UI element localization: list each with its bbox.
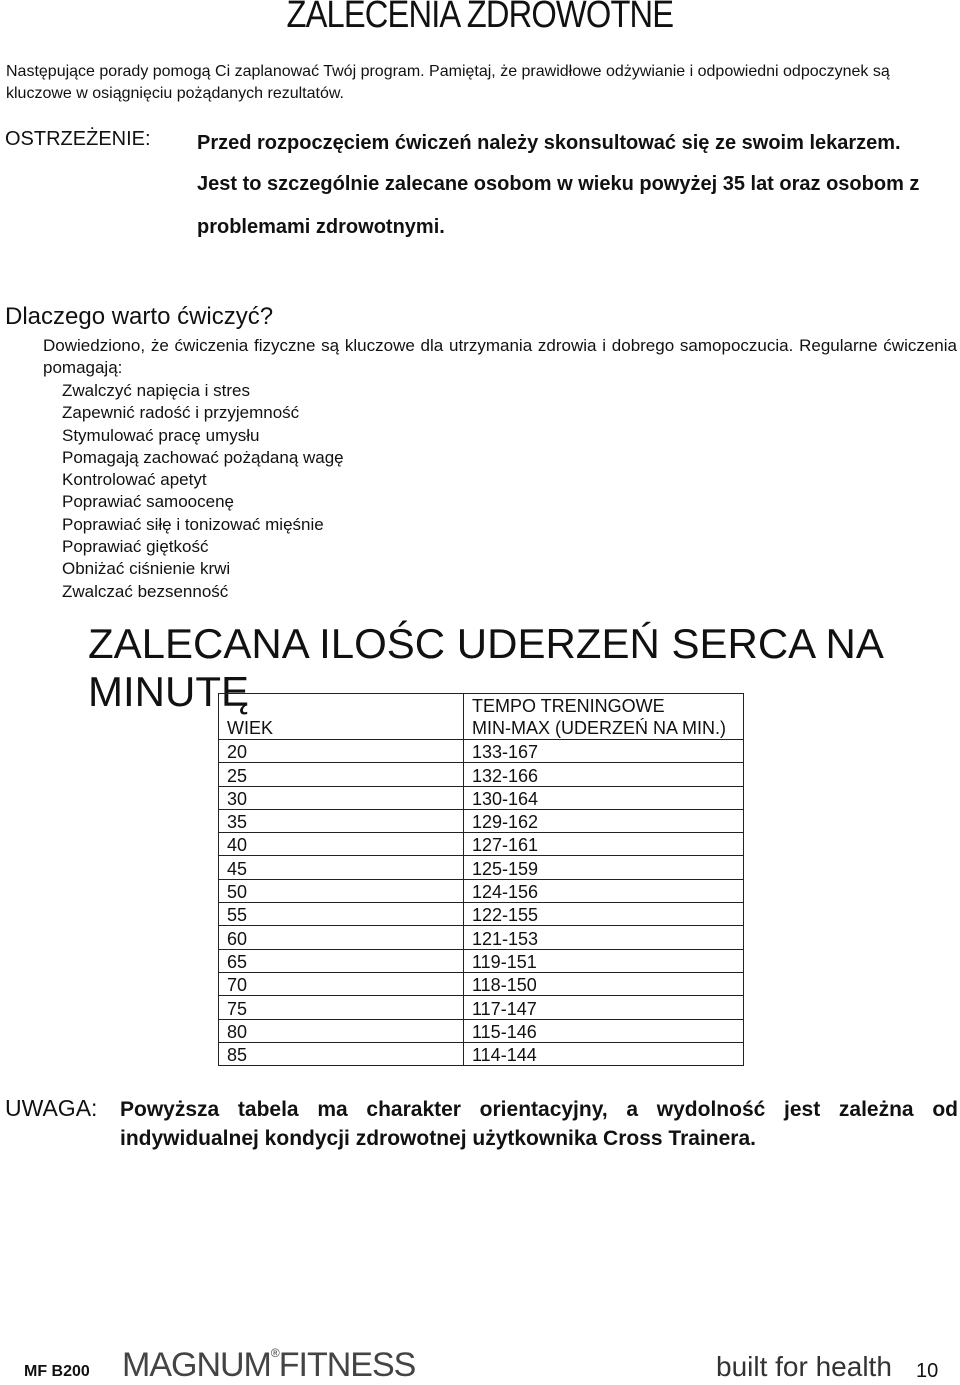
table-row: [219, 972, 744, 995]
note-label: UWAGA:: [5, 1095, 98, 1121]
benefits-list: [62, 380, 344, 603]
table-row: [219, 833, 744, 856]
age-cell: 45: [219, 856, 464, 879]
warning-line-2: Jest to szczególnie zalecane osobom w wieku powyżej 35 lat oraz osobom z: [197, 173, 920, 195]
footer-model: MF B200: [24, 1363, 90, 1380]
range-cell: 129-162: [464, 809, 744, 832]
age-cell: 20: [219, 740, 464, 763]
table-row: [219, 786, 744, 809]
age-cell: 65: [219, 949, 464, 972]
age-cell: 35: [219, 809, 464, 832]
range-cell: 115-146: [464, 1019, 744, 1042]
heart-rate-table: [218, 693, 744, 1066]
table-row: [219, 856, 744, 879]
age-cell: 85: [219, 1042, 464, 1065]
benefit-item: Zwalczać bezsenność: [62, 581, 229, 601]
range-cell: 125-159: [464, 856, 744, 879]
brand-registered-mark: ®: [270, 1346, 279, 1360]
range-cell: 119-151: [464, 949, 744, 972]
benefit-item: Obniżać ciśnienie krwi: [62, 559, 231, 579]
table-row: [219, 809, 744, 832]
table-row: [219, 926, 744, 949]
why-exercise-body: Dowiedziono, że ćwiczenia fizyczne są kluczowe dla utrzymania zdrowia i dobrego samopoczucia. Regularne ćwiczenia pomagają:: [43, 336, 957, 377]
age-cell: 25: [219, 763, 464, 786]
table-row: [219, 996, 744, 1019]
warning-line-1: Przed rozpoczęciem ćwiczeń należy skonsultować się ze swoim lekarzem.: [197, 132, 901, 154]
range-cell: 133-167: [464, 740, 744, 763]
age-column-header: WIEK: [219, 694, 464, 740]
warning-label: OSTRZEŻENIE:: [5, 128, 151, 150]
table-row: [219, 1019, 744, 1042]
age-cell: 60: [219, 926, 464, 949]
pace-header-line-1: TEMPO TRENINGOWE: [472, 696, 665, 716]
pace-column-header: [464, 694, 744, 740]
range-cell: 114-144: [464, 1042, 744, 1065]
table-row: [219, 949, 744, 972]
table-row: [219, 763, 744, 786]
benefit-item: Zwalczyć napięcia i stres: [62, 381, 251, 400]
range-cell: 130-164: [464, 786, 744, 809]
benefit-item: Kontrolować apetyt: [62, 470, 207, 490]
range-cell: 121-153: [464, 926, 744, 949]
page-number: 10: [916, 1360, 939, 1382]
range-cell: 127-161: [464, 833, 744, 856]
warning-line-3: problemami zdrowotnymi.: [197, 216, 445, 238]
intro-paragraph: Następujące porady pomogą Ci zaplanować Twój program. Pamiętaj, że prawidłowe odżywianie i odpowiedni odpoczynek są kluczowe w osiągnięciu pożądanych rezultatów.: [6, 63, 890, 102]
age-cell: 50: [219, 879, 464, 902]
range-cell: 132-166: [464, 763, 744, 786]
benefit-item: Zapewnić radość i przyjemność: [62, 403, 300, 423]
range-cell: 122-155: [464, 903, 744, 926]
table-row: [219, 1042, 744, 1065]
brand-logo: [122, 1346, 415, 1385]
brand-name: MAGNUM: [122, 1346, 271, 1384]
range-cell: 118-150: [464, 972, 744, 995]
brand-name-2: FITNESS: [278, 1346, 416, 1384]
age-cell: 80: [219, 1019, 464, 1042]
heart-rate-heading: ZALECANA ILOŚC UDERZEŃ SERCA NA MINUTĘ: [88, 620, 882, 715]
range-cell: 117-147: [464, 996, 744, 1019]
note-text: Powyższa tabela ma charakter orientacyjny, a wydolność jest zależna od indywidualnej kondycji zdrowotnej użytkownika Cross Trainera.: [120, 1098, 958, 1150]
age-cell: 40: [219, 833, 464, 856]
benefit-item: Pomagają zachować pożądaną wagę: [62, 447, 344, 467]
table-row: [219, 879, 744, 902]
table-header-row: [219, 694, 744, 740]
table-row: [219, 903, 744, 926]
benefit-item: Poprawiać samoocenę: [62, 492, 234, 512]
footer-tagline: built for health: [716, 1351, 892, 1382]
page-title: ZALECENIA ZDROWOTNE: [286, 0, 674, 36]
why-exercise-heading: Dlaczego warto ćwiczyć?: [5, 303, 274, 330]
age-cell: 30: [219, 786, 464, 809]
age-cell: 70: [219, 972, 464, 995]
age-cell: 55: [219, 903, 464, 926]
benefit-item: Stymulować pracę umysłu: [62, 425, 260, 445]
pace-header-line-2: MIN-MAX (UDERZEŃ NA MIN.): [472, 718, 726, 738]
benefit-item: Poprawiać siłę i tonizować mięśnie: [62, 514, 324, 534]
age-cell: 75: [219, 996, 464, 1019]
range-cell: 124-156: [464, 879, 744, 902]
benefit-item: Poprawiać giętkość: [62, 537, 209, 557]
table-row: [219, 740, 744, 763]
